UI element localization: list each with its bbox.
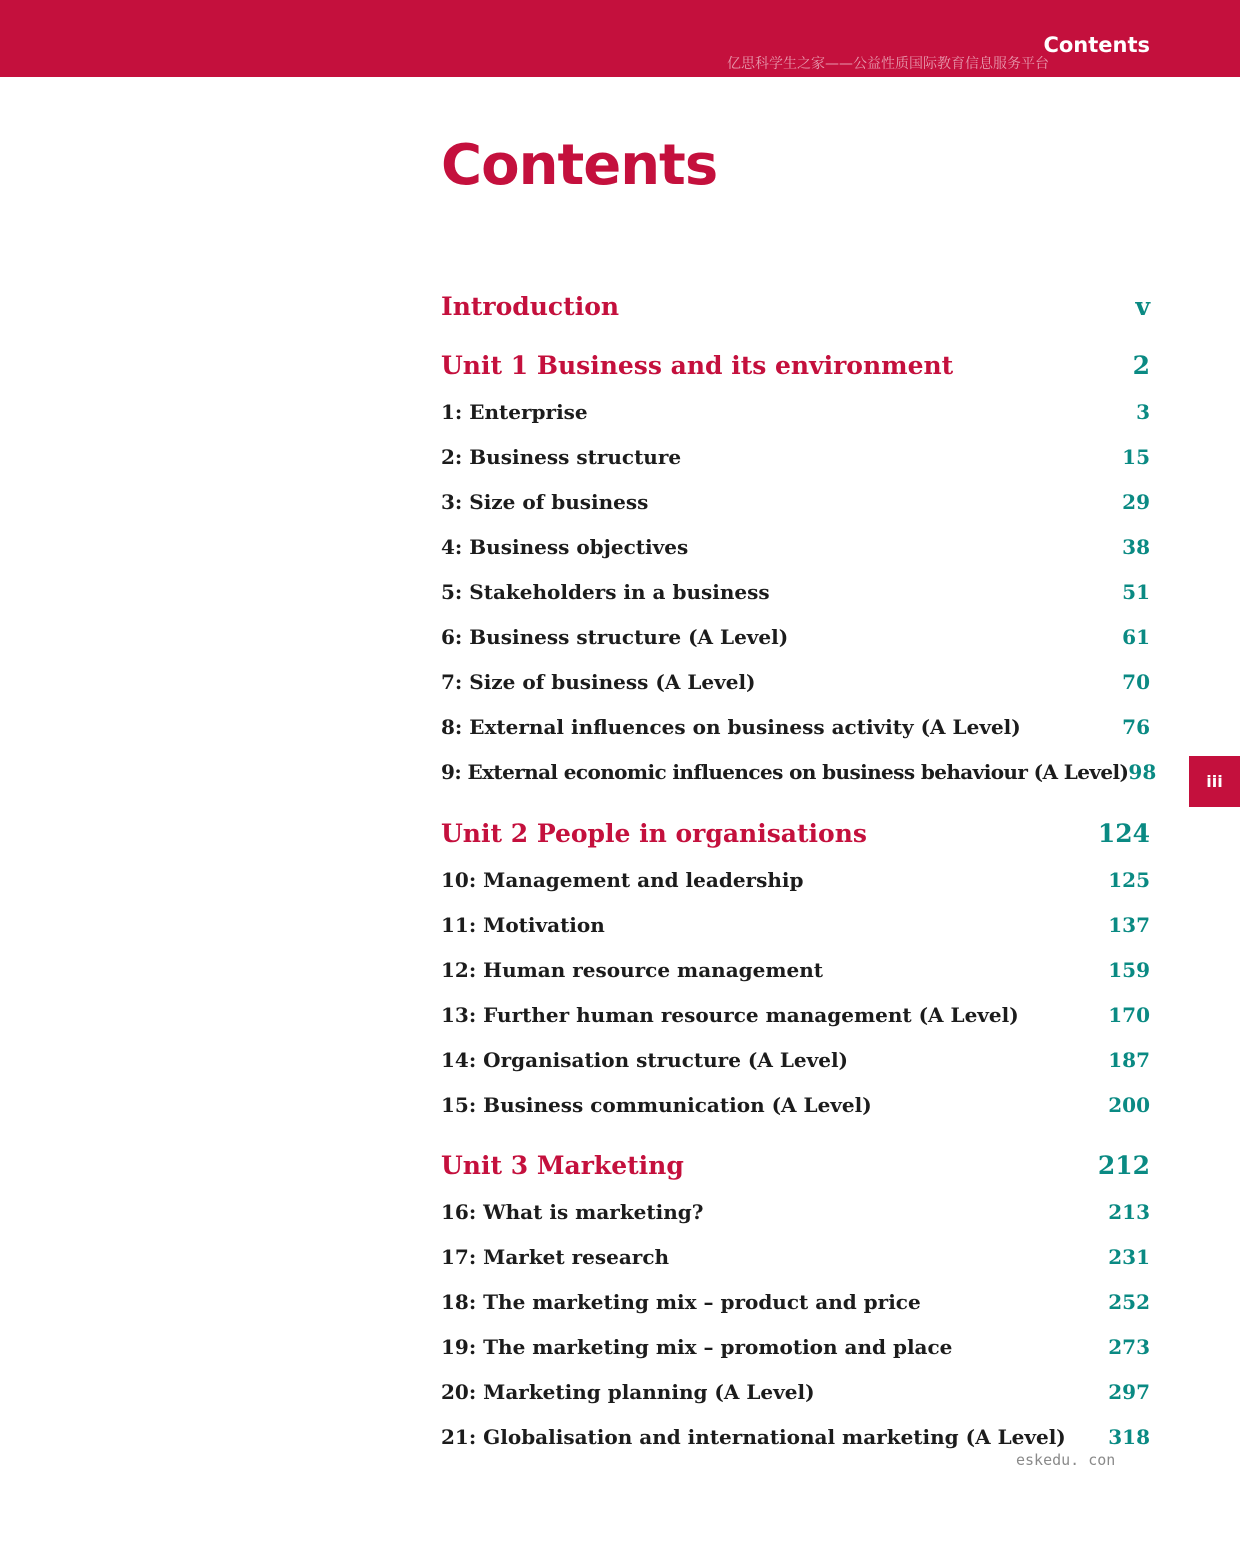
toc-page-number: 137: [1108, 913, 1150, 937]
toc-chapter-label: 11: Motivation: [441, 913, 605, 937]
toc-page-number: 252: [1108, 1290, 1150, 1314]
toc-chapter-14[interactable]: [441, 1045, 1150, 1079]
toc-page-number: 200: [1108, 1093, 1150, 1117]
toc-page-number: 2: [1132, 351, 1150, 380]
toc-page-number: 231: [1108, 1245, 1150, 1269]
toc-chapter-6[interactable]: [441, 622, 1150, 656]
toc-chapter-label: 10: Management and leadership: [441, 868, 804, 892]
toc-page-number: 38: [1122, 535, 1150, 559]
toc-heading-label: Unit 2 People in organisations: [441, 819, 867, 848]
toc-introduction[interactable]: [441, 290, 1150, 324]
toc-unit-3[interactable]: [441, 1149, 1150, 1183]
toc-chapter-label: 4: Business objectives: [441, 535, 689, 559]
toc-chapter-label: 2: Business structure: [441, 445, 682, 469]
toc-chapter-15[interactable]: [441, 1090, 1150, 1124]
toc-page-number: 51: [1122, 580, 1150, 604]
toc-chapter-label: 17: Market research: [441, 1245, 670, 1269]
toc-page-number: 76: [1122, 715, 1150, 739]
header-title: Contents: [1043, 33, 1150, 57]
toc-unit-1[interactable]: [441, 349, 1150, 383]
toc-chapter-5[interactable]: [441, 577, 1150, 611]
toc-chapter-label: 18: The marketing mix – product and price: [441, 1290, 921, 1314]
toc-chapter-label: 8: External influences on business activity (A Level): [441, 715, 1021, 739]
toc-page-number: 124: [1097, 819, 1150, 848]
toc-chapter-label: 15: Business communication (A Level): [441, 1093, 872, 1117]
page-title: Contents: [441, 133, 718, 198]
toc-chapter-label: 14: Organisation structure (A Level): [441, 1048, 849, 1072]
toc-page-number: 187: [1108, 1048, 1150, 1072]
toc-chapter-label: 6: Business structure (A Level): [441, 625, 789, 649]
toc-chapter-18[interactable]: [441, 1287, 1150, 1321]
toc-chapter-label: 5: Stakeholders in a business: [441, 580, 770, 604]
toc-chapter-1[interactable]: [441, 397, 1150, 431]
toc-unit-2[interactable]: [441, 817, 1150, 851]
toc-heading-label: Introduction: [441, 292, 620, 321]
toc-chapter-label: 13: Further human resource management (A Level): [441, 1003, 1019, 1027]
toc-page-number: 170: [1108, 1003, 1150, 1027]
toc-chapter-label: 3: Size of business: [441, 490, 649, 514]
toc-page-number: 318: [1108, 1425, 1150, 1449]
header-watermark: 亿思科学生之家——公益性质国际教育信息服务平台: [727, 56, 1049, 72]
toc-chapter-label: 7: Size of business (A Level): [441, 670, 756, 694]
toc-chapter-label: 1: Enterprise: [441, 400, 588, 424]
toc-chapter-13[interactable]: [441, 1000, 1150, 1034]
toc-chapter-8[interactable]: [441, 712, 1150, 746]
toc-chapter-10[interactable]: [441, 865, 1150, 899]
toc-chapter-label: 20: Marketing planning (A Level): [441, 1380, 815, 1404]
toc-page-number: 212: [1097, 1151, 1150, 1180]
toc-chapter-label: 19: The marketing mix – promotion and place: [441, 1335, 953, 1359]
toc-page-number: 98: [1128, 760, 1157, 784]
toc-chapter-17[interactable]: [441, 1242, 1150, 1276]
toc-heading-label: Unit 3 Marketing: [441, 1151, 684, 1180]
toc-page-number: 29: [1122, 490, 1150, 514]
toc-chapter-11[interactable]: [441, 910, 1150, 944]
toc-heading-label: Unit 1 Business and its environment: [441, 351, 954, 380]
toc-page-number: 70: [1122, 670, 1150, 694]
toc-chapter-3[interactable]: [441, 487, 1150, 521]
toc-page-number: 15: [1122, 445, 1150, 469]
toc-page-number: v: [1135, 292, 1150, 321]
page-number-tab: iii: [1189, 756, 1240, 807]
header-bar: [0, 0, 1240, 77]
toc-chapter-4[interactable]: [441, 532, 1150, 566]
toc-page-number: 297: [1108, 1380, 1150, 1404]
toc-chapter-label: 21: Globalisation and international marketing (A Level): [441, 1425, 1066, 1449]
toc-page-number: 125: [1108, 868, 1150, 892]
toc-chapter-12[interactable]: [441, 955, 1150, 989]
toc-chapter-label: 16: What is marketing?: [441, 1200, 704, 1224]
toc-chapter-2[interactable]: [441, 442, 1150, 476]
toc-chapter-label: 9: External economic influences on business behaviour (A Level): [441, 760, 1129, 784]
toc-page-number: 61: [1122, 625, 1150, 649]
toc-chapter-16[interactable]: [441, 1197, 1150, 1231]
toc-chapter-20[interactable]: [441, 1377, 1150, 1411]
footer-watermark: eskedu. con: [1016, 1451, 1116, 1469]
toc-page-number: 159: [1108, 958, 1150, 982]
toc-chapter-7[interactable]: [441, 667, 1150, 701]
toc-page-number: 213: [1108, 1200, 1150, 1224]
toc-page-number: 3: [1136, 400, 1150, 424]
toc-page-number: 273: [1108, 1335, 1150, 1359]
toc-chapter-9[interactable]: [441, 757, 1157, 791]
toc-chapter-label: 12: Human resource management: [441, 958, 824, 982]
toc-chapter-19[interactable]: [441, 1332, 1150, 1366]
